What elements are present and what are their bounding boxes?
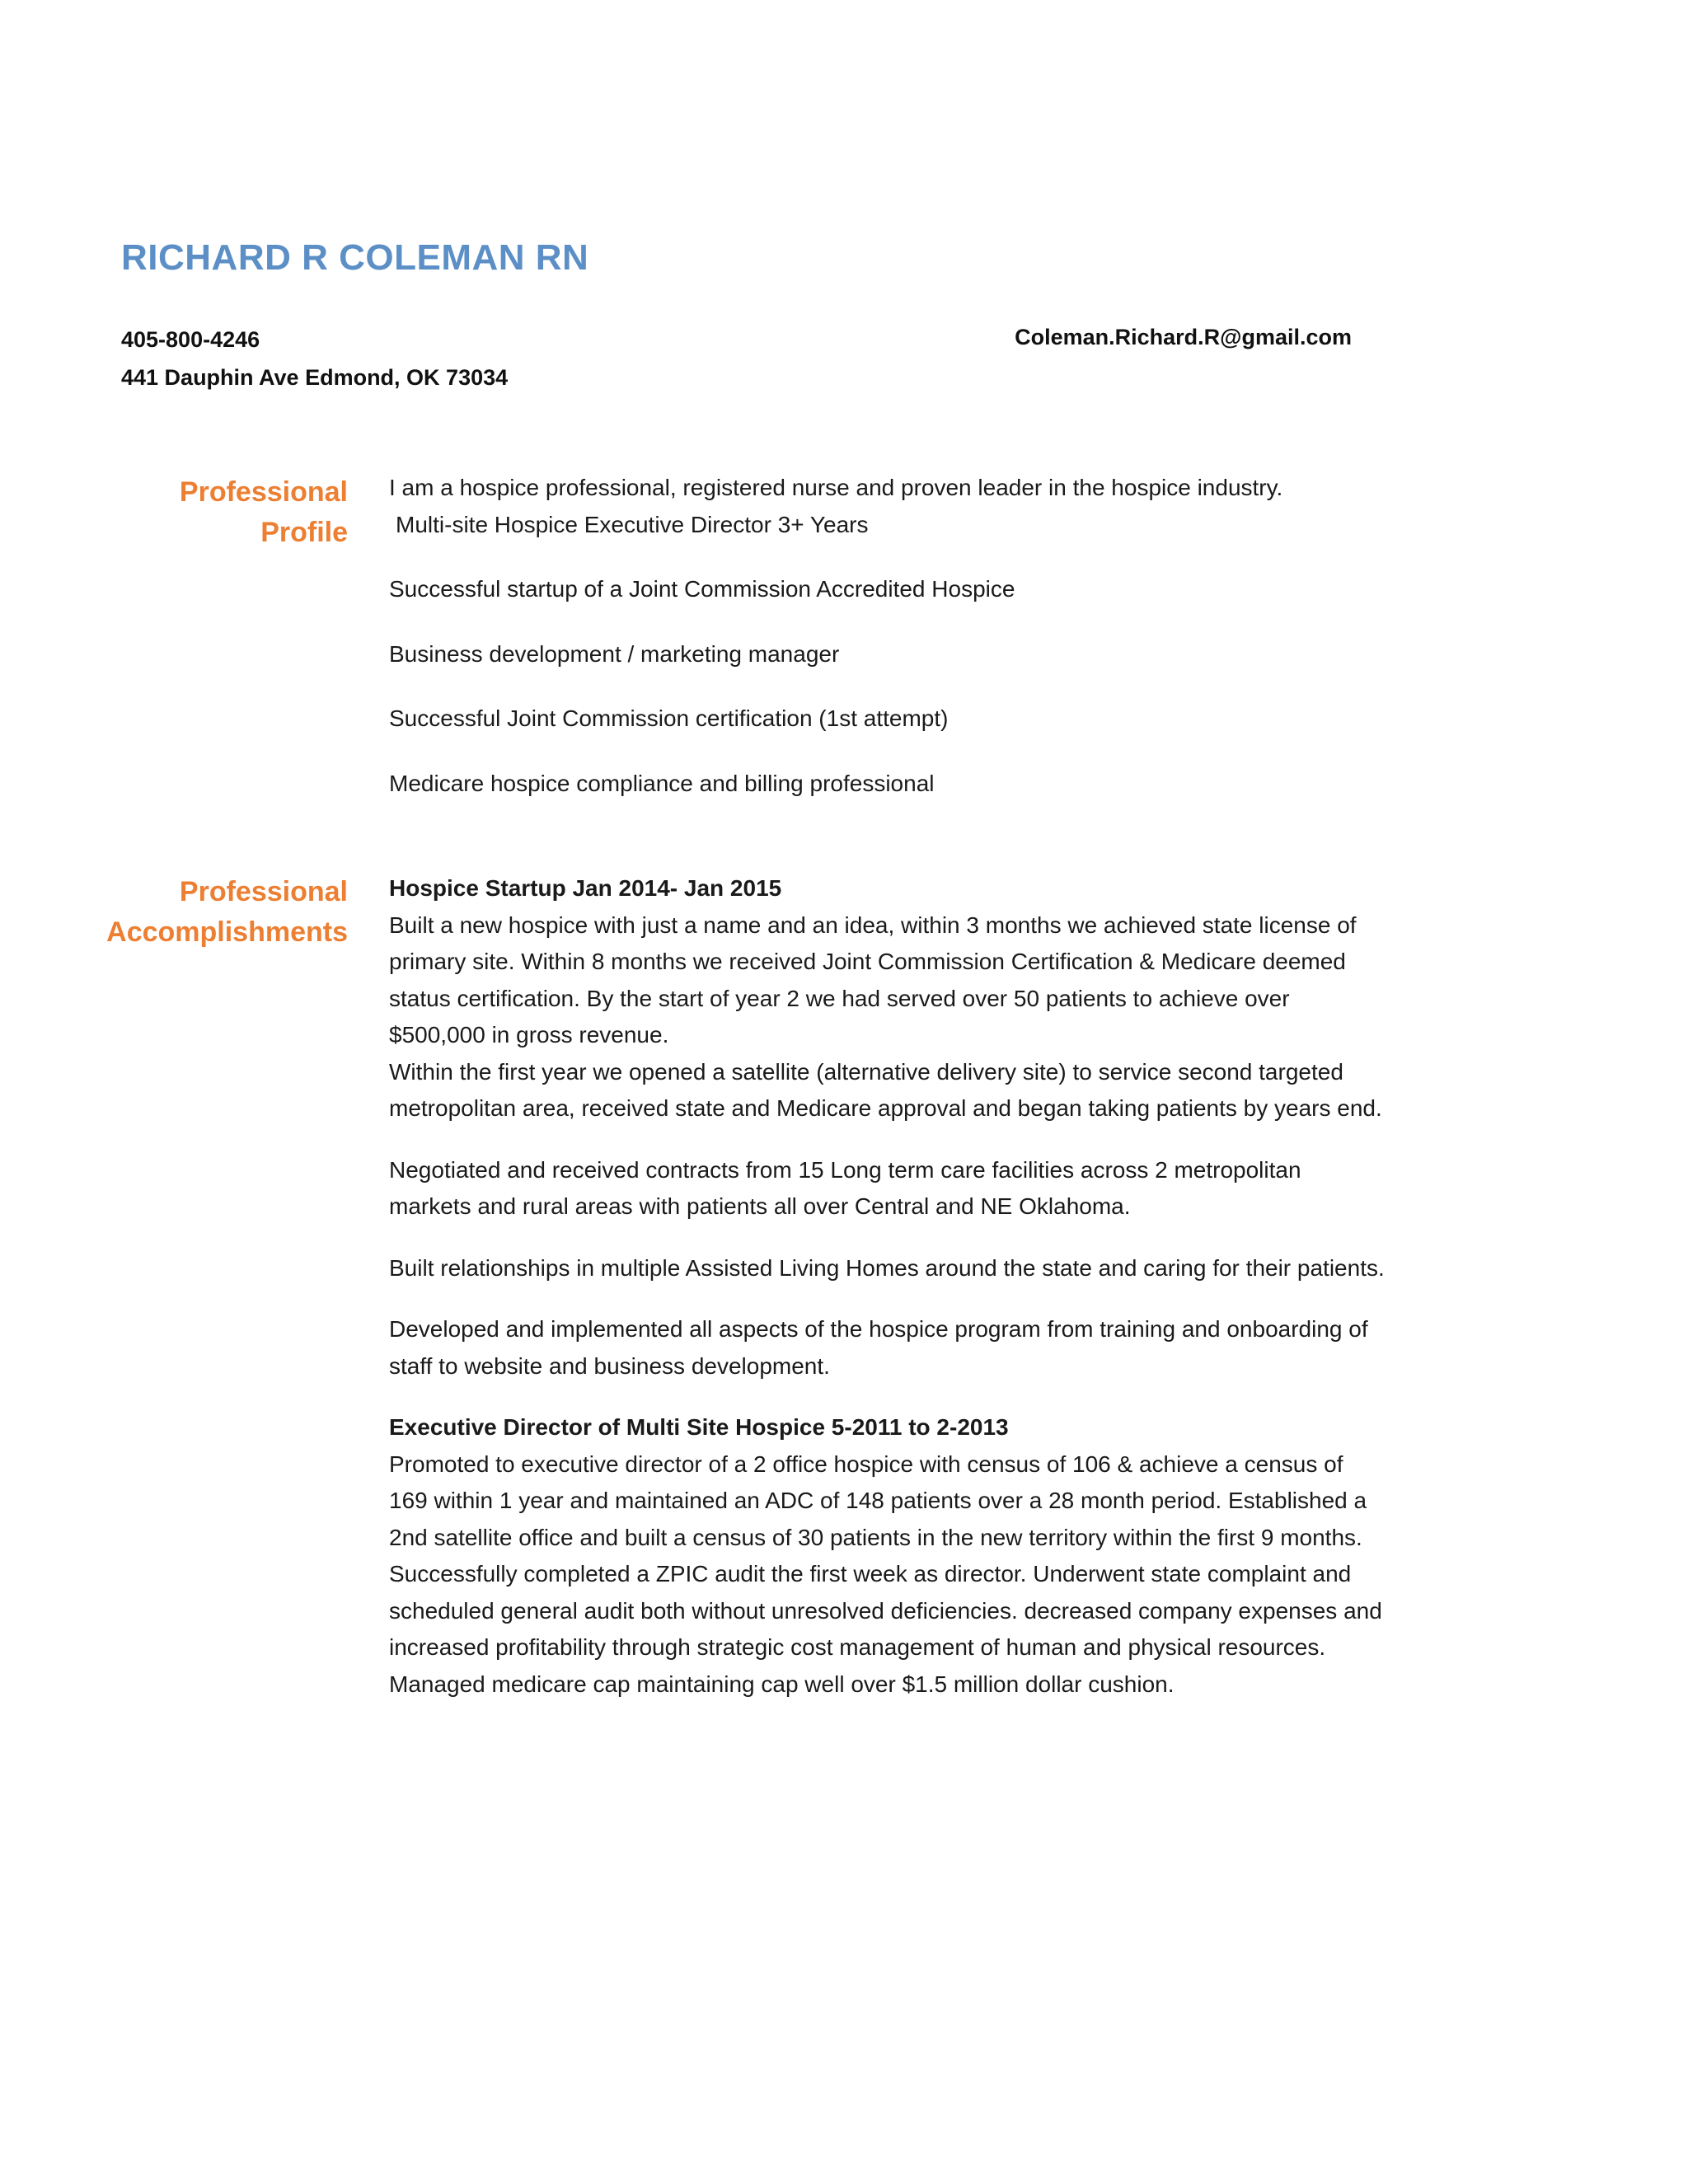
resume-name: RICHARD R COLEMAN RN bbox=[121, 237, 589, 278]
phone-number: 405-800-4246 bbox=[121, 327, 260, 352]
profile-item: Multi-site Hospice Executive Director 3+ Years bbox=[396, 511, 869, 537]
job-paragraph: Negotiated and received contracts from 15 Long term care facilities across 2 metropolitan markets and rural areas with patients all over Central and NE Oklahoma. bbox=[389, 1156, 1301, 1219]
profile-item: Business development / marketing manager bbox=[389, 640, 840, 667]
profile-item: Successful startup of a Joint Commission Accredited Hospice bbox=[389, 576, 1015, 602]
job-paragraph: Built relationships in multiple Assisted Living Homes around the state and caring for their patients. bbox=[389, 1254, 1385, 1281]
job-paragraph: Developed and implemented all aspects of the hospice program from training and onboarding of staff to website and business development. bbox=[389, 1316, 1368, 1379]
job-title: Executive Director of Multi Site Hospice 5-2011 to 2-2013 bbox=[389, 1414, 1009, 1440]
section-label-accomplishments bbox=[106, 872, 348, 953]
job-paragraph: Built a new hospice with just a name and an idea, within 3 months we achieved state license of primary site. Within 8 months we received Joint Commission Certification & Medicare deemed status certification. By the start of year 2 we had served over 50 patients to achieve over $500,000 in gross revenue. bbox=[389, 912, 1357, 1047]
section-label-profile bbox=[180, 472, 348, 553]
profile-intro: I am a hospice professional, registered nurse and proven leader in the hospice industry. bbox=[389, 475, 1283, 500]
section-label-line: Accomplishments bbox=[106, 916, 348, 948]
section-label-line: Professional bbox=[179, 476, 348, 508]
job-paragraph: Promoted to executive director of a 2 office hospice with census of 106 & achieve a census of 169 within 1 year and maintained an ADC of 148 patients over a 28 month period. Established a 2nd satellite office and built a census of 30 patients in the new territory within the first 9 months. Successfully completed a ZPIC audit the first week as director. Underwent state complaint and scheduled general audit both without unresolved deficiencies. decreased company expenses and increased profitability through strategic cost management of human and physical resources. Managed medicare cap maintaining cap well over $1.5 million dollar cushion. bbox=[389, 1451, 1382, 1697]
section-label-line: Profile bbox=[260, 517, 348, 548]
profile-item: Medicare hospice compliance and billing professional bbox=[389, 770, 935, 796]
profile-item: Successful Joint Commission certification (1st attempt) bbox=[389, 705, 949, 731]
job-paragraph: Within the first year we opened a satellite (alternative delivery site) to service second targeted metropolitan area, received state and Medicare approval and began taking patients by years end. bbox=[389, 1058, 1382, 1121]
email-address: Coleman.Richard.R@gmail.com bbox=[1015, 325, 1352, 349]
profile-content bbox=[389, 470, 1386, 802]
mailing-address: 441 Dauphin Ave Edmond, OK 73034 bbox=[121, 365, 509, 390]
accomplishments-content bbox=[389, 870, 1386, 1703]
section-label-line: Professional bbox=[179, 876, 348, 907]
job-title: Hospice Startup Jan 2014- Jan 2015 bbox=[389, 875, 782, 901]
